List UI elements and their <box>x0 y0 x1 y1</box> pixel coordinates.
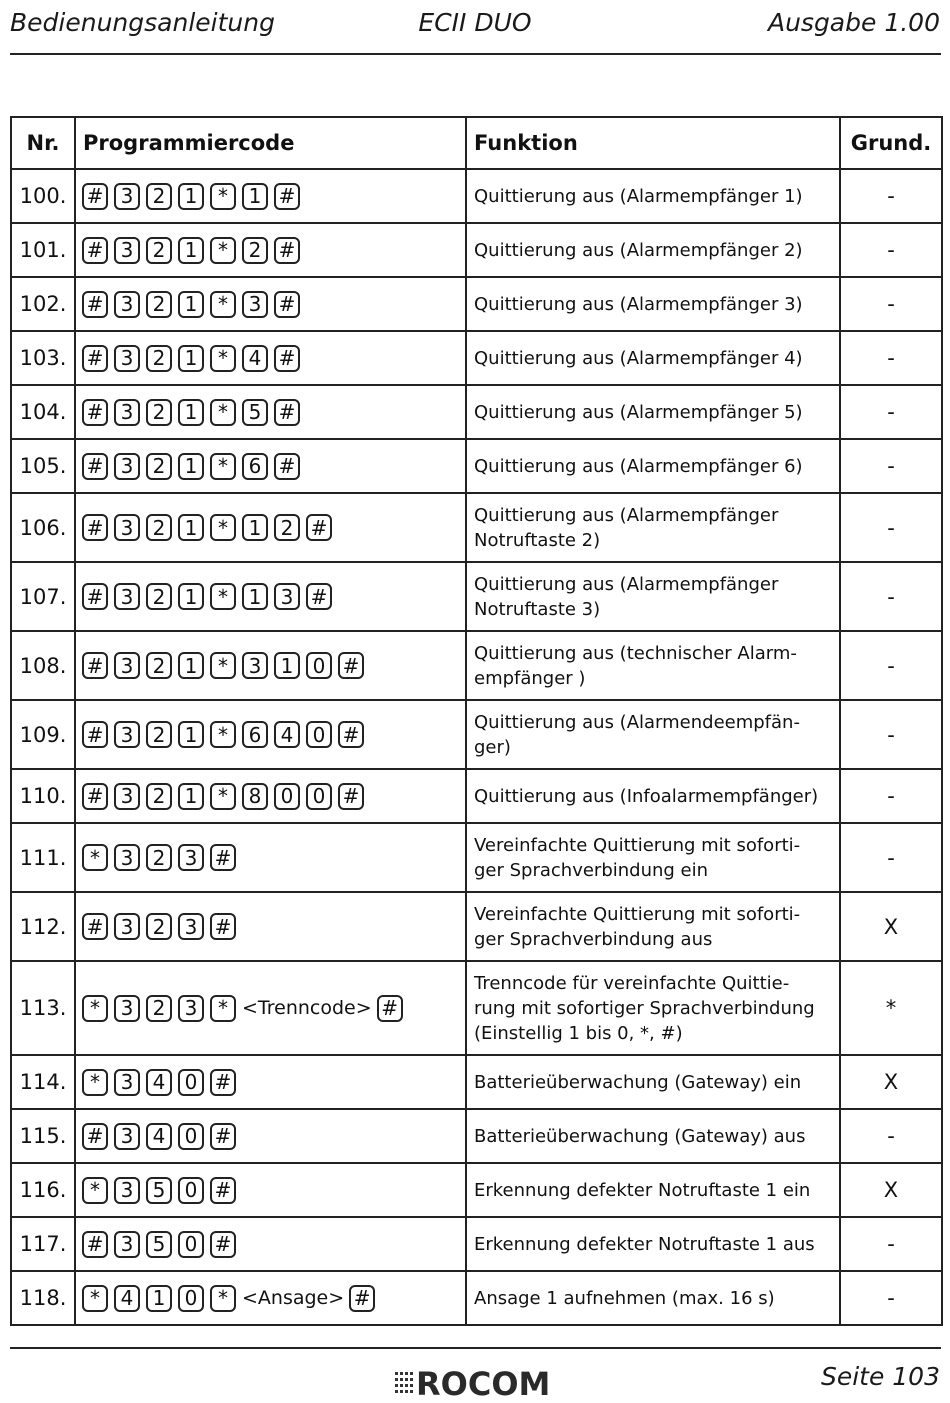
key-sequence <box>82 995 465 1022</box>
function-line: Trenncode für vereinfachte Quittie- <box>474 972 790 994</box>
footer-rule <box>10 1347 941 1349</box>
digit-key-2: 2 <box>146 721 172 748</box>
star-key-icon: * <box>210 514 236 541</box>
key-sequence <box>82 345 465 372</box>
hash-key-icon: # <box>210 1069 236 1096</box>
digit-key-3: 3 <box>114 721 140 748</box>
hash-key-icon: # <box>82 721 108 748</box>
hash-key-icon: # <box>210 913 236 940</box>
code-placeholder: <Ansage> <box>242 1287 345 1309</box>
digit-key-3: 3 <box>114 1069 140 1096</box>
programming-code-cell <box>75 331 466 385</box>
hash-key-icon: # <box>82 514 108 541</box>
document-model: ECII DUO <box>418 8 532 37</box>
row-number: 107. <box>11 562 75 631</box>
digit-key-1: 1 <box>242 183 268 210</box>
digit-key-3: 3 <box>274 583 300 610</box>
digit-key-2: 2 <box>146 583 172 610</box>
key-sequence <box>82 721 465 748</box>
function-description <box>466 700 840 769</box>
digit-key-2: 2 <box>146 995 172 1022</box>
digit-key-3: 3 <box>114 913 140 940</box>
digit-key-0: 0 <box>178 1069 204 1096</box>
star-key-icon: * <box>82 1177 108 1204</box>
digit-key-5: 5 <box>146 1177 172 1204</box>
hash-key-icon: # <box>210 1123 236 1150</box>
digit-key-2: 2 <box>146 652 172 679</box>
digit-key-3: 3 <box>114 783 140 810</box>
star-key-icon: * <box>82 844 108 871</box>
hash-key-icon: # <box>274 345 300 372</box>
function-description <box>466 631 840 700</box>
digit-key-0: 0 <box>306 783 332 810</box>
table-row <box>11 892 942 961</box>
digit-key-1: 1 <box>178 652 204 679</box>
digit-key-0: 0 <box>178 1177 204 1204</box>
programming-code-cell <box>75 493 466 562</box>
row-number: 106. <box>11 493 75 562</box>
digit-key-1: 1 <box>178 721 204 748</box>
hash-key-icon: # <box>210 1177 236 1204</box>
table-header-row <box>11 117 942 169</box>
digit-key-4: 4 <box>274 721 300 748</box>
hash-key-icon: # <box>82 237 108 264</box>
star-key-icon: * <box>210 291 236 318</box>
digit-key-3: 3 <box>242 652 268 679</box>
digit-key-3: 3 <box>114 844 140 871</box>
programming-code-cell <box>75 1163 466 1217</box>
function-description <box>466 439 840 493</box>
default-value: X <box>840 1055 942 1109</box>
digit-key-3: 3 <box>114 183 140 210</box>
programming-code-cell <box>75 1055 466 1109</box>
function-line: Quittierung aus (Alarmempfänger 1) <box>474 185 803 207</box>
key-sequence <box>82 1231 465 1258</box>
function-line: Notruftaste 2) <box>474 529 601 551</box>
row-number: 114. <box>11 1055 75 1109</box>
table-row <box>11 961 942 1055</box>
digit-key-1: 1 <box>274 652 300 679</box>
programming-code-cell <box>75 439 466 493</box>
table-row <box>11 823 942 892</box>
hash-key-icon: # <box>306 514 332 541</box>
function-line: Quittierung aus (Alarmempfänger <box>474 573 779 595</box>
function-description <box>466 223 840 277</box>
hash-key-icon: # <box>82 783 108 810</box>
function-description <box>466 961 840 1055</box>
hash-key-icon: # <box>377 995 403 1022</box>
hash-key-icon: # <box>274 237 300 264</box>
function-description <box>466 277 840 331</box>
function-line: (Einstellig 1 bis 0, *, #) <box>474 1022 683 1044</box>
column-header-code: Programmiercode <box>75 117 466 169</box>
document-title: Bedienungsanleitung <box>10 8 275 37</box>
key-sequence <box>82 583 465 610</box>
key-sequence <box>82 237 465 264</box>
hash-key-icon: # <box>338 721 364 748</box>
default-value: * <box>840 961 942 1055</box>
digit-key-2: 2 <box>146 399 172 426</box>
table-row <box>11 631 942 700</box>
digit-key-2: 2 <box>146 913 172 940</box>
default-value: X <box>840 1163 942 1217</box>
default-value: - <box>840 769 942 823</box>
digit-key-2: 2 <box>146 783 172 810</box>
star-key-icon: * <box>210 995 236 1022</box>
digit-key-8: 8 <box>242 783 268 810</box>
key-sequence <box>82 783 465 810</box>
digit-key-3: 3 <box>178 995 204 1022</box>
default-value: - <box>840 493 942 562</box>
table-row <box>11 769 942 823</box>
programming-code-cell <box>75 892 466 961</box>
digit-key-1: 1 <box>146 1285 172 1312</box>
star-key-icon: * <box>210 583 236 610</box>
digit-key-2: 2 <box>146 844 172 871</box>
digit-key-3: 3 <box>178 913 204 940</box>
default-value: - <box>840 631 942 700</box>
digit-key-1: 1 <box>242 583 268 610</box>
key-sequence <box>82 1285 465 1312</box>
column-header-function: Funktion <box>466 117 840 169</box>
digit-key-4: 4 <box>146 1069 172 1096</box>
digit-key-2: 2 <box>274 514 300 541</box>
function-line: Erkennung defekter Notruftaste 1 ein <box>474 1179 811 1201</box>
function-line: Quittierung aus (Infoalarmempfänger) <box>474 785 819 807</box>
programming-code-cell <box>75 631 466 700</box>
hash-key-icon: # <box>210 844 236 871</box>
function-line: ger Sprachverbindung ein <box>474 859 709 881</box>
star-key-icon: * <box>210 1285 236 1312</box>
programming-code-cell <box>75 700 466 769</box>
programming-code-cell <box>75 823 466 892</box>
digit-key-3: 3 <box>242 291 268 318</box>
digit-key-2: 2 <box>146 453 172 480</box>
key-sequence <box>82 1123 465 1150</box>
default-value: - <box>840 1217 942 1271</box>
digit-key-4: 4 <box>242 345 268 372</box>
hash-key-icon: # <box>210 1231 236 1258</box>
key-sequence <box>82 1069 465 1096</box>
table-row <box>11 1163 942 1217</box>
digit-key-4: 4 <box>146 1123 172 1150</box>
table-row <box>11 493 942 562</box>
hash-key-icon: # <box>82 399 108 426</box>
digit-key-3: 3 <box>114 514 140 541</box>
default-value: - <box>840 277 942 331</box>
star-key-icon: * <box>210 652 236 679</box>
default-value: - <box>840 823 942 892</box>
programming-code-cell <box>75 169 466 223</box>
function-description <box>466 1055 840 1109</box>
star-key-icon: * <box>82 1069 108 1096</box>
function-description <box>466 1109 840 1163</box>
digit-key-3: 3 <box>114 1231 140 1258</box>
digit-key-0: 0 <box>178 1285 204 1312</box>
row-number: 105. <box>11 439 75 493</box>
row-number: 108. <box>11 631 75 700</box>
function-line: Batterieüberwachung (Gateway) aus <box>474 1125 806 1147</box>
function-description <box>466 823 840 892</box>
star-key-icon: * <box>210 453 236 480</box>
digit-key-0: 0 <box>178 1231 204 1258</box>
function-line: Vereinfachte Quittierung mit soforti- <box>474 903 801 925</box>
digit-key-1: 1 <box>178 237 204 264</box>
default-value: - <box>840 439 942 493</box>
table-row <box>11 1055 942 1109</box>
hash-key-icon: # <box>306 583 332 610</box>
function-line: Quittierung aus (Alarmempfänger 4) <box>474 347 803 369</box>
key-sequence <box>82 453 465 480</box>
star-key-icon: * <box>82 1285 108 1312</box>
function-description <box>466 385 840 439</box>
digit-key-1: 1 <box>242 514 268 541</box>
hash-key-icon: # <box>82 1123 108 1150</box>
digit-key-1: 1 <box>178 183 204 210</box>
default-value: - <box>840 700 942 769</box>
table-row <box>11 1217 942 1271</box>
default-value: - <box>840 331 942 385</box>
digit-key-2: 2 <box>242 237 268 264</box>
hash-key-icon: # <box>82 453 108 480</box>
row-number: 101. <box>11 223 75 277</box>
table-row <box>11 700 942 769</box>
digit-key-6: 6 <box>242 453 268 480</box>
star-key-icon: * <box>210 345 236 372</box>
table-row <box>11 385 942 439</box>
default-value: - <box>840 1109 942 1163</box>
digit-key-0: 0 <box>306 652 332 679</box>
function-line: Quittierung aus (Alarmempfänger 6) <box>474 455 803 477</box>
function-description <box>466 562 840 631</box>
key-sequence <box>82 844 465 871</box>
row-number: 110. <box>11 769 75 823</box>
table-row <box>11 277 942 331</box>
function-line: Quittierung aus (Alarmempfänger 5) <box>474 401 803 423</box>
digit-key-3: 3 <box>114 995 140 1022</box>
function-line: Quittierung aus (Alarmempfänger 3) <box>474 293 803 315</box>
row-number: 112. <box>11 892 75 961</box>
row-number: 118. <box>11 1271 75 1325</box>
function-line: empfänger ) <box>474 667 586 689</box>
function-line: rung mit sofortiger Sprachverbindung <box>474 997 815 1019</box>
star-key-icon: * <box>210 721 236 748</box>
default-value: - <box>840 385 942 439</box>
hash-key-icon: # <box>349 1285 375 1312</box>
default-value: - <box>840 1271 942 1325</box>
programming-code-cell <box>75 385 466 439</box>
function-line: Quittierung aus (Alarmempfänger <box>474 504 779 526</box>
star-key-icon: * <box>210 783 236 810</box>
digit-key-3: 3 <box>114 453 140 480</box>
hash-key-icon: # <box>82 183 108 210</box>
page-number: Seite 103 <box>820 1362 940 1391</box>
function-line: Quittierung aus (technischer Alarm- <box>474 642 797 664</box>
digit-key-0: 0 <box>274 783 300 810</box>
function-line: Batterieüberwachung (Gateway) ein <box>474 1071 802 1093</box>
digit-key-1: 1 <box>178 783 204 810</box>
digit-key-2: 2 <box>146 514 172 541</box>
function-line: ger) <box>474 736 511 758</box>
function-line: Notruftaste 3) <box>474 598 601 620</box>
digit-key-3: 3 <box>114 652 140 679</box>
row-number: 115. <box>11 1109 75 1163</box>
function-description <box>466 1163 840 1217</box>
hash-key-icon: # <box>338 652 364 679</box>
function-line: Quittierung aus (Alarmendeempfän- <box>474 711 800 733</box>
document-edition: Ausgabe 1.00 <box>767 8 940 37</box>
programming-code-cell <box>75 961 466 1055</box>
key-sequence <box>82 291 465 318</box>
digit-key-1: 1 <box>178 514 204 541</box>
function-description <box>466 493 840 562</box>
hash-key-icon: # <box>82 291 108 318</box>
table-row <box>11 169 942 223</box>
hash-key-icon: # <box>82 1231 108 1258</box>
table-row <box>11 439 942 493</box>
hash-key-icon: # <box>274 291 300 318</box>
table-row <box>11 331 942 385</box>
row-number: 117. <box>11 1217 75 1271</box>
digit-key-3: 3 <box>114 1123 140 1150</box>
digit-key-1: 1 <box>178 291 204 318</box>
row-number: 100. <box>11 169 75 223</box>
digit-key-3: 3 <box>178 844 204 871</box>
rocom-logo-text: ROCOM <box>416 1365 551 1403</box>
programming-code-cell <box>75 1109 466 1163</box>
digit-key-3: 3 <box>114 399 140 426</box>
key-sequence <box>82 514 465 541</box>
hash-key-icon: # <box>274 183 300 210</box>
hash-key-icon: # <box>274 399 300 426</box>
star-key-icon: * <box>82 995 108 1022</box>
key-sequence <box>82 652 465 679</box>
row-number: 111. <box>11 823 75 892</box>
table-row <box>11 1109 942 1163</box>
digit-key-0: 0 <box>178 1123 204 1150</box>
code-placeholder: <Trenncode> <box>242 997 372 1019</box>
function-description <box>466 769 840 823</box>
key-sequence <box>82 1177 465 1204</box>
programming-code-cell <box>75 1217 466 1271</box>
key-sequence <box>82 183 465 210</box>
function-line: Vereinfachte Quittierung mit soforti- <box>474 834 801 856</box>
row-number: 116. <box>11 1163 75 1217</box>
programming-code-cell <box>75 277 466 331</box>
hash-key-icon: # <box>82 913 108 940</box>
digit-key-2: 2 <box>146 183 172 210</box>
programming-code-cell <box>75 562 466 631</box>
default-value: - <box>840 169 942 223</box>
function-line: Ansage 1 aufnehmen (max. 16 s) <box>474 1287 775 1309</box>
programming-code-cell <box>75 769 466 823</box>
key-sequence <box>82 399 465 426</box>
digit-key-1: 1 <box>178 345 204 372</box>
digit-key-4: 4 <box>114 1285 140 1312</box>
hash-key-icon: # <box>82 345 108 372</box>
digit-key-5: 5 <box>242 399 268 426</box>
programming-code-cell <box>75 1271 466 1325</box>
table-row <box>11 562 942 631</box>
digit-key-2: 2 <box>146 345 172 372</box>
digit-key-1: 1 <box>178 583 204 610</box>
function-line: Quittierung aus (Alarmempfänger 2) <box>474 239 803 261</box>
digit-key-6: 6 <box>242 721 268 748</box>
rocom-logo <box>395 1365 550 1403</box>
row-number: 103. <box>11 331 75 385</box>
row-number: 113. <box>11 961 75 1055</box>
rocom-logo-mark-icon <box>395 1370 413 1398</box>
hash-key-icon: # <box>82 652 108 679</box>
digit-key-3: 3 <box>114 1177 140 1204</box>
default-value: - <box>840 223 942 277</box>
star-key-icon: * <box>210 399 236 426</box>
row-number: 109. <box>11 700 75 769</box>
digit-key-5: 5 <box>146 1231 172 1258</box>
function-description <box>466 1271 840 1325</box>
hash-key-icon: # <box>274 453 300 480</box>
programming-code-table <box>10 116 943 1326</box>
digit-key-1: 1 <box>178 453 204 480</box>
digit-key-1: 1 <box>178 399 204 426</box>
function-description <box>466 331 840 385</box>
table-row <box>11 1271 942 1325</box>
default-value: X <box>840 892 942 961</box>
table-row <box>11 223 942 277</box>
digit-key-3: 3 <box>114 291 140 318</box>
column-header-default: Grund. <box>840 117 942 169</box>
digit-key-2: 2 <box>146 237 172 264</box>
key-sequence <box>82 913 465 940</box>
digit-key-3: 3 <box>114 583 140 610</box>
digit-key-3: 3 <box>114 237 140 264</box>
function-line: Erkennung defekter Notruftaste 1 aus <box>474 1233 815 1255</box>
row-number: 104. <box>11 385 75 439</box>
hash-key-icon: # <box>82 583 108 610</box>
digit-key-2: 2 <box>146 291 172 318</box>
function-line: ger Sprachverbindung aus <box>474 928 713 950</box>
star-key-icon: * <box>210 183 236 210</box>
digit-key-3: 3 <box>114 345 140 372</box>
row-number: 102. <box>11 277 75 331</box>
function-description <box>466 1217 840 1271</box>
hash-key-icon: # <box>338 783 364 810</box>
default-value: - <box>840 562 942 631</box>
header-rule <box>10 53 941 55</box>
digit-key-0: 0 <box>306 721 332 748</box>
column-header-nr: Nr. <box>11 117 75 169</box>
star-key-icon: * <box>210 237 236 264</box>
function-description <box>466 892 840 961</box>
programming-code-cell <box>75 223 466 277</box>
function-description <box>466 169 840 223</box>
